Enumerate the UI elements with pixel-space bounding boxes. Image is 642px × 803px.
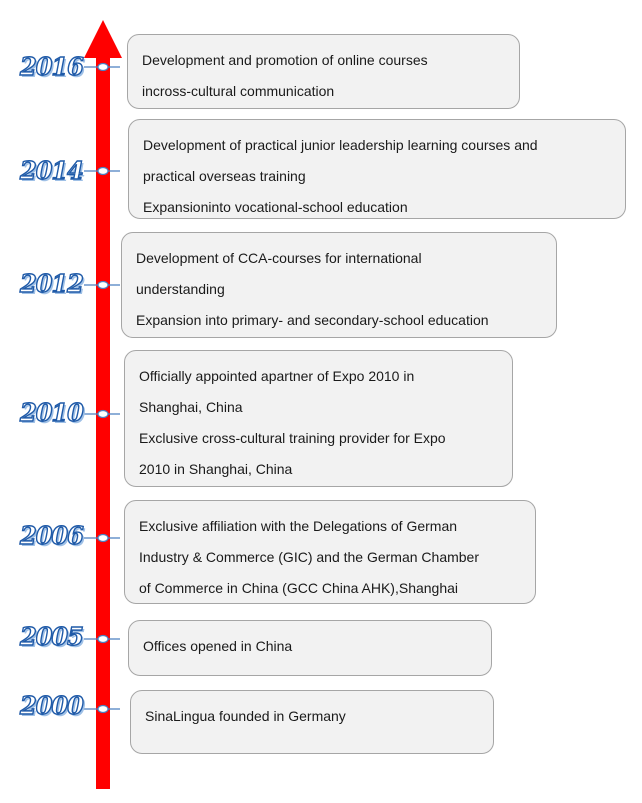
timeline-marker bbox=[98, 411, 108, 418]
event-text: Development of CCA-courses for international bbox=[136, 250, 422, 266]
event-text: of Commerce in China (GCC China AHK),Shanghai bbox=[139, 580, 459, 596]
year-label: 2000 bbox=[20, 691, 83, 720]
arrow-head bbox=[84, 20, 122, 58]
event-text: SinaLingua founded in Germany bbox=[145, 708, 346, 724]
event-text: Development and promotion of online courses bbox=[142, 52, 428, 68]
timeline-marker bbox=[98, 706, 108, 713]
event-text: Exclusive cross-cultural training provider for Expo bbox=[139, 430, 446, 446]
year-label: 2010 bbox=[20, 398, 83, 427]
event-box bbox=[124, 500, 536, 604]
arrow-shaft bbox=[96, 56, 110, 789]
event-text: Officially appointed apartner of Expo 2010 in bbox=[139, 368, 415, 384]
event-text: Expansioninto vocational-school education bbox=[143, 199, 408, 215]
event-box bbox=[127, 34, 520, 109]
timeline-marker bbox=[98, 64, 108, 71]
event-text: Exclusive affiliation with the Delegations of German bbox=[139, 518, 458, 534]
event-text: 2010 in Shanghai, China bbox=[139, 461, 293, 477]
year-label: 2006 bbox=[20, 521, 83, 550]
event-text: practical overseas training bbox=[143, 168, 306, 184]
event-text: Industry & Commerce (GIC) and the German Chamber bbox=[139, 549, 480, 565]
timeline-marker bbox=[98, 535, 108, 542]
event-text: Shanghai, China bbox=[139, 399, 243, 415]
event-box bbox=[128, 620, 492, 676]
event-text: Development of practical junior leadership learning courses and bbox=[143, 137, 538, 153]
year-label: 2014 bbox=[20, 156, 83, 185]
event-box bbox=[124, 350, 513, 487]
timeline-marker bbox=[98, 282, 108, 289]
timeline-marker bbox=[98, 636, 108, 643]
year-label: 2012 bbox=[20, 269, 83, 298]
event-text: incross-cultural communication bbox=[142, 83, 335, 99]
event-text: Offices opened in China bbox=[143, 638, 293, 654]
event-text: Expansion into primary- and secondary-school education bbox=[136, 312, 489, 328]
timeline-marker bbox=[98, 168, 108, 175]
event-box bbox=[130, 690, 494, 754]
event-box bbox=[128, 119, 626, 219]
year-label: 2005 bbox=[20, 622, 83, 651]
event-box bbox=[121, 232, 557, 338]
year-label: 2016 bbox=[20, 52, 83, 81]
event-text: understanding bbox=[136, 281, 225, 297]
